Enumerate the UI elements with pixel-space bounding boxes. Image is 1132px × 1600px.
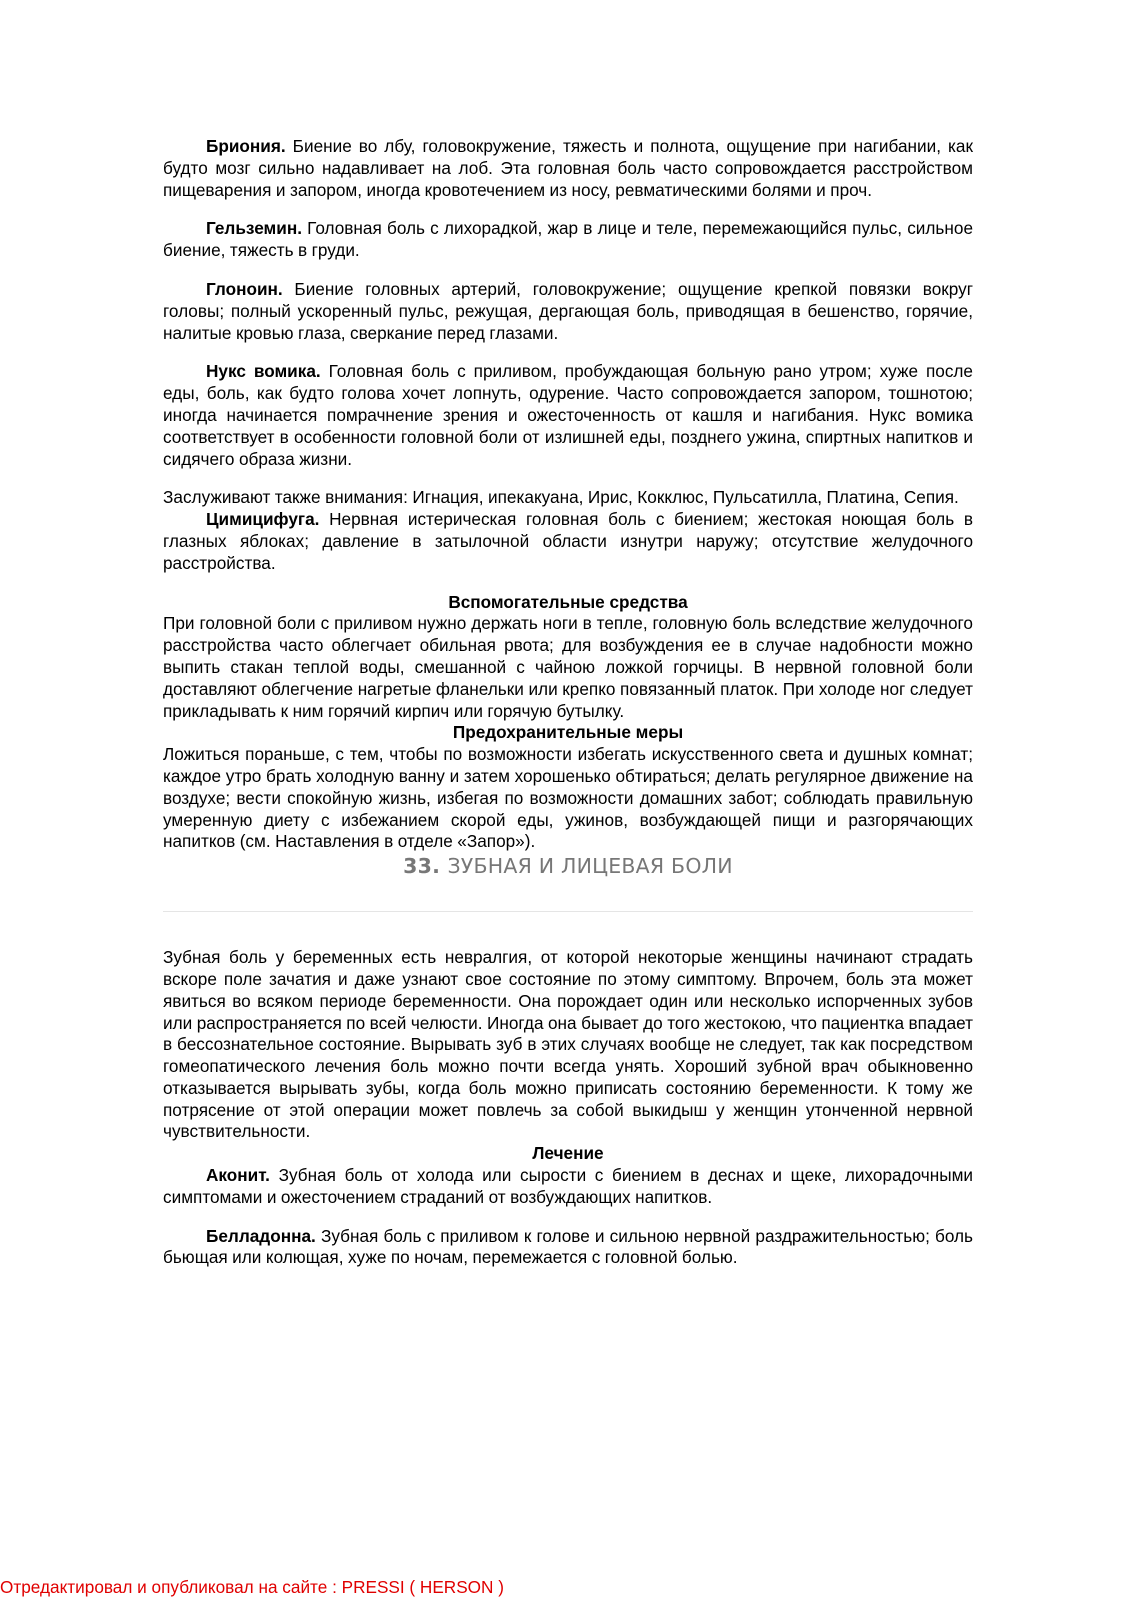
treatment-heading: Лечение xyxy=(532,1143,604,1164)
remedy-nux-vomica xyxy=(163,361,973,470)
remedy-name: Аконит. xyxy=(206,1165,270,1186)
remedy-name: Гельземин. xyxy=(206,218,302,239)
remedy-cimicifuga xyxy=(163,509,973,574)
remedy-text: Биение во лбу, головокружение, тяжесть и полнота, ощущение при нагибании, как будто мозг сильно надавливает на лоб. Эта головная боль часто сопровождается расстройством пищеварения и запором, иногда кровотечением из носу, ревматическими болями и проч. xyxy=(163,136,973,200)
chapter-number: 33. xyxy=(403,854,441,879)
publisher-footer: Отредактировал и опубликовал на сайте : PRESSI ( HERSON ) xyxy=(0,1577,504,1597)
remedy-text: Биение головных артерий, головокружение; ощущение крепкой повязки вокруг головы; полный ускоренный пульс, режущая, дергающая боль, приводящая в бешенство, горячие, налитые кровью глаза, сверкание перед глазами. xyxy=(163,278,973,343)
also-worth-paragraph: Заслуживают также внимания: Игнация, ипекакуана, Ирис, Кокклюс, Пульсатилла, Платина, Сепия. xyxy=(163,487,959,508)
chapter-divider xyxy=(163,911,973,912)
auxiliary-heading: Вспомогательные средства xyxy=(448,591,688,612)
remedy-name: Цимицифуга. xyxy=(206,509,320,530)
remedy-text: Зубная боль с приливом к голове и сильною нервной раздражительностью; боль бьющая или колющая, хуже по ночам, перемежается с головной болью. xyxy=(163,1225,973,1268)
remedy-text: Головная боль с лихорадкой, жар в лице и теле, перемежающийся пульс, сильное биение, тяжесть в груди. xyxy=(163,218,973,261)
precautions-paragraph: Ложиться пораньше, с тем, чтобы по возможности избегать искусственного света и душных комнат; каждое утро брать холодную ванну и затем хорошенько обтираться; делать регулярное движение на воздухе; вести спокойную жизнь, избегая по возможности домашних забот; соблюдать правильную умеренную диету с избежанием скорой еды, ужинов, возбуждающей пищи и разгорячающих напитков (см. Наставления в отделе «Запор»). xyxy=(163,744,973,852)
remedy-belladonna xyxy=(163,1226,973,1270)
remedy-name: Бриония. xyxy=(206,136,286,156)
remedy-name: Белладонна. xyxy=(206,1225,316,1246)
remedy-name: Нукс вомика. xyxy=(206,361,321,382)
remedy-bryonia xyxy=(163,136,973,201)
chapter-title xyxy=(163,853,973,879)
precautions-heading: Предохранительные меры xyxy=(452,722,684,743)
remedy-name: Глоноин. xyxy=(206,278,283,299)
remedy-text: Головная боль с приливом, пробуждающая больную рано утром; хуже после еды, боль, как будто голова хочет лопнуть, одурение. Часто сопровождается запором, тошнотою; иногда начинается помрачнение зрения и ожесточенность от кашля и нагибания. Нукс вомика соответствует в особенности головной боли от излишней еды, позднего ужина, спиртных напитков и сидячего образа жизни. xyxy=(163,361,973,469)
remedy-text: Нервная истерическая головная боль с биением; жестокая ноющая боль в глазных яблоках; давление в затылочной области изнутри наружу; отсутствие желудочного расстройства. xyxy=(163,509,973,573)
remedy-gelsemium xyxy=(163,218,973,262)
auxiliary-paragraph: При головной боли с приливом нужно держать ноги в тепле, головную боль вследствие желудочного расстройства часто облегчает обильная рвота; для возбуждения ее в случае надобности можно выпить стакан теплой воды, смешанной с чайною ложкой горчицы. В нервной головной боли доставляют облегчение нагретые фланельки или крепко повязанный платок. При холоде ног следует прикладывать к ним горячий кирпич или горячую бутылку. xyxy=(163,613,973,721)
chapter-title-text: ЗУБНАЯ И ЛИЦЕВАЯ БОЛИ xyxy=(447,854,733,879)
remedy-glonoin xyxy=(163,279,973,344)
remedy-aconite xyxy=(163,1165,973,1209)
page-content xyxy=(163,136,973,1269)
toothache-intro-paragraph: Зубная боль у беременных есть невралгия, от которой некоторые женщины начинают страдать вскоре поле зачатия и даже узнают свое состояние по этому симптому. Впрочем, боль эта может явиться во всяком периоде беременности. Она порождает один или несколько испорченных зубов или распространяется по всей челюсти. Иногда она бывает до того жестокою, что пациентка впадает в бессознательное состояние. Вырывать зуб в этих случаях вообще не следует, так как посредством гомеопатического лечения боль можно почти всегда унять. Хороший зубной врач обыкновенно отказывается вырывать зубы, когда боль можно приписать состоянию беременности. К тому же потрясение от этой операции может повлечь за собой выкидыш у женщин утонченной нервной чувствительности. xyxy=(163,947,973,1142)
remedy-text: Зубная боль от холода или сырости с биением в деснах и щеке, лихорадочными симптомами и ожесточением страданий от возбуждающих напитков. xyxy=(163,1165,973,1207)
